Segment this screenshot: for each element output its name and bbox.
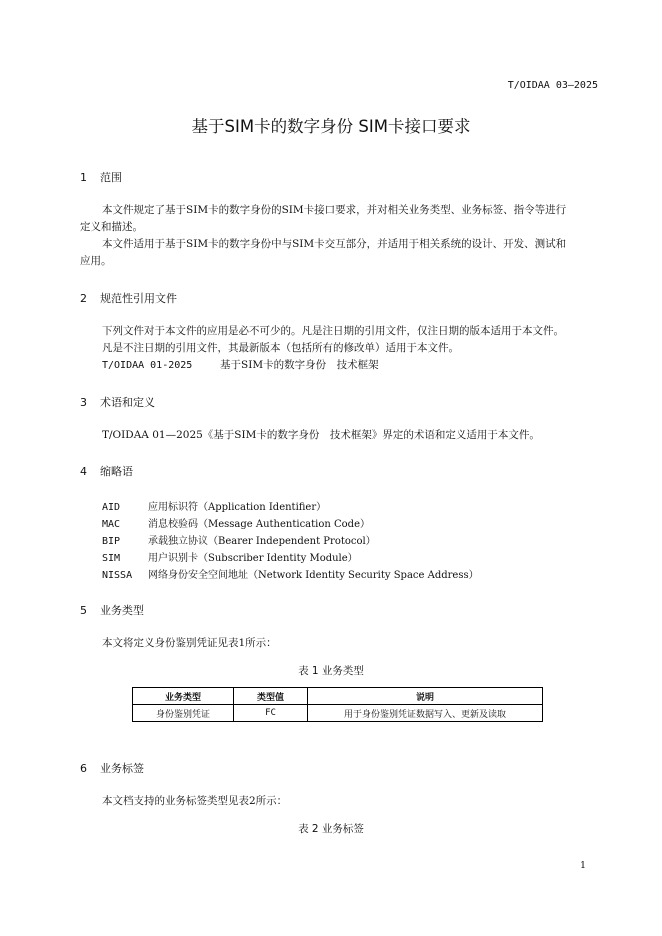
- reference-code: T/OIDAA 01-2025: [102, 360, 193, 371]
- abbreviation: BIP: [102, 536, 121, 547]
- table-header-cell: 业务类型: [133, 688, 234, 705]
- service-type-table: [132, 687, 543, 722]
- section-title: 范围: [100, 171, 122, 184]
- section-heading-terms: [80, 394, 155, 410]
- section-title: 缩略语: [100, 465, 133, 478]
- table-header-cell: 说明: [308, 688, 543, 705]
- abbreviation-row: [102, 498, 326, 513]
- table-row: [133, 705, 543, 722]
- abbreviation: MAC: [102, 519, 121, 530]
- paragraph-line: 本文件适用于基于SIM卡的数字身份中与SIM卡交互部分，并适用于相关系统的设计、开发、测试和: [102, 238, 567, 250]
- abbreviation: AID: [102, 502, 121, 513]
- section-heading-service-tags: [80, 760, 144, 776]
- paragraph-line: 凡是不注日期的引用文件，其最新版本（包括所有的修改单）适用于本文件。: [102, 342, 459, 354]
- paragraph-line: 本文档支持的业务标签类型见表2所示：: [102, 795, 288, 807]
- abbreviation: SIM: [102, 553, 121, 564]
- abbreviation-row: [102, 549, 358, 564]
- section-number: 4: [80, 465, 87, 478]
- section-heading-abbreviations: [80, 463, 133, 479]
- abbreviation-row: [102, 515, 370, 530]
- section-number: 6: [80, 762, 87, 775]
- paragraph-line: 本文将定义身份鉴别凭证见表1所示：: [102, 637, 277, 649]
- document-title: 基于SIM卡的数字身份 SIM卡接口要求: [191, 117, 471, 136]
- abbreviation: NISSA: [102, 570, 133, 581]
- standard-number: T/OIDAA 03—2025: [507, 80, 598, 91]
- paragraph-line: 应用。: [80, 255, 112, 267]
- section-number: 1: [80, 171, 87, 184]
- section-title: 术语和定义: [100, 396, 155, 409]
- page-number: 1: [579, 860, 586, 871]
- section-heading-scope: [80, 169, 122, 185]
- abbreviation-definition: 用户识别卡（Subscriber Identity Module）: [148, 553, 358, 564]
- section-title: 业务类型: [100, 604, 144, 617]
- section-heading-normative-references: [80, 290, 177, 306]
- table-cell: 用于身份鉴别凭证数据写入、更新及读取: [308, 705, 543, 722]
- paragraph-line: 定义和描述。: [80, 221, 143, 233]
- abbreviation-row: [102, 566, 479, 581]
- table-header-cell: 类型值: [234, 688, 308, 705]
- section-number: 5: [80, 604, 87, 617]
- section-number: 3: [80, 396, 87, 409]
- section-title: 业务标签: [100, 762, 144, 775]
- abbreviation-definition: 网络身份安全空间地址（Network Identity Security Space Address）: [148, 570, 479, 581]
- table-cell: 身份鉴别凭证: [133, 705, 234, 722]
- table-caption: 表 2 业务标签: [298, 823, 364, 835]
- abbreviation-row: [102, 532, 376, 547]
- table-header-row: [133, 688, 543, 705]
- reference-entry: [102, 357, 379, 374]
- section-heading-service-types: [80, 602, 144, 618]
- reference-title: 基于SIM卡的数字身份 技术框架: [220, 359, 379, 371]
- table-cell: FC: [234, 705, 308, 722]
- abbreviation-definition: 承载独立协议（Bearer Independent Protocol）: [148, 536, 376, 547]
- abbreviation-definition: 消息校验码（Message Authentication Code）: [148, 519, 370, 530]
- paragraph-line: 本文件规定了基于SIM卡的数字身份的SIM卡接口要求，并对相关业务类型、业务标签、指令等进行: [102, 204, 567, 216]
- table-caption: 表 1 业务类型: [298, 665, 364, 677]
- paragraph-line: T/OIDAA 01—2025《基于SIM卡的数字身份 技术框架》界定的术语和定义适用于本文件。: [102, 429, 540, 441]
- section-number: 2: [80, 292, 87, 305]
- abbreviation-definition: 应用标识符（Application Identifier）: [148, 502, 327, 513]
- section-title: 规范性引用文件: [100, 292, 177, 305]
- paragraph-line: 下列文件对于本文件的应用是必不可少的。凡是注日期的引用文件，仅注日期的版本适用于本文件。: [102, 325, 564, 337]
